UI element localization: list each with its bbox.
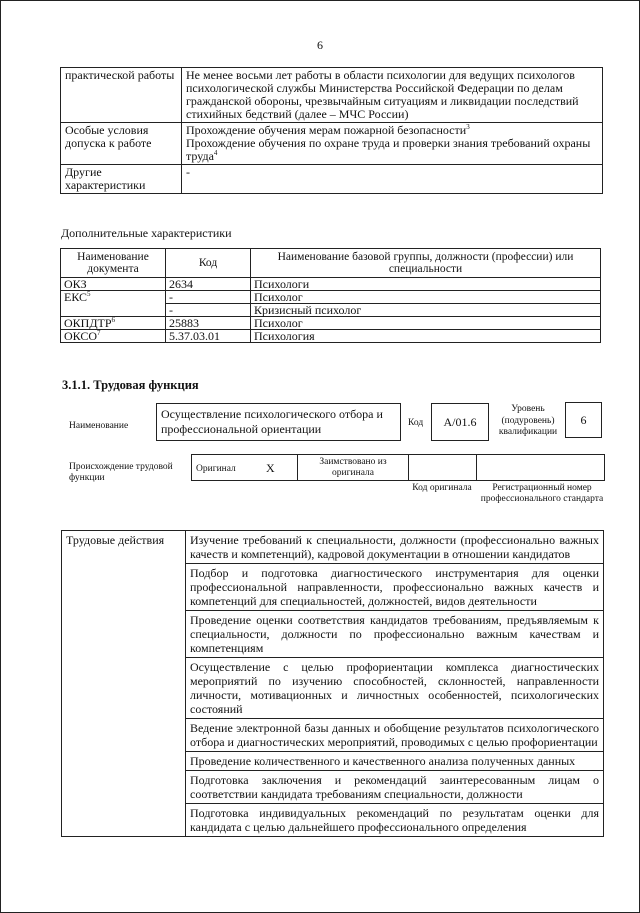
action-item: Подготовка заключения и рекомендаций заинтересованным лицам о соответствии кандидата требованиям специальности, должности: [186, 771, 604, 804]
divider: [476, 454, 477, 481]
action-item: Осуществление с целью профориентации комплекса диагностических мероприятий по изучению способностей, склонностей, направленности личности, мотивационных и личностных особенностей, психологических состояний: [186, 658, 604, 719]
code-cell: 2634: [166, 278, 251, 291]
table-row: [61, 68, 603, 123]
footnote-ref: 4: [213, 149, 218, 157]
code-cell: 5.37.03.01: [166, 330, 251, 343]
action-item: Проведение количественного и качественного анализа полученных данных: [186, 752, 604, 771]
divider: [408, 454, 409, 481]
row-label: Особые условия допуска к работе: [61, 123, 182, 165]
footnote-ref: 6: [111, 316, 116, 324]
name-cell: Кризисный психолог: [251, 304, 601, 317]
origin-label: Происхождение трудовой функции: [69, 462, 173, 483]
column-header: Код: [166, 249, 251, 278]
name-label: Наименование: [69, 421, 129, 431]
borrowed-label: Заимствовано из оригинала: [319, 457, 387, 478]
original-label: Оригинал: [196, 464, 236, 474]
table-row: [61, 291, 601, 304]
doc-cell: [61, 330, 166, 343]
column-header: Наименование базовой группы, должности (профессии) или специальности: [251, 249, 601, 278]
condition-text: Прохождение обучения по охране труда и проверки знания требований охраны труда: [186, 136, 591, 163]
labor-actions-table: [61, 530, 604, 837]
row-value: -: [182, 165, 603, 194]
table-row: [61, 330, 601, 343]
action-item: Проведение оценки соответствия кандидатов требованиям, предъявляемым к специальности, должности по профессионально важным качествам и компетенциям: [186, 611, 604, 658]
name-cell: Психолог: [251, 291, 601, 304]
original-mark: X: [266, 461, 275, 475]
doc-cell: ОКЗ: [61, 278, 166, 291]
code-cell: -: [166, 291, 251, 304]
function-name-box: Осуществление психологического отбора и профессиональной ориентации: [156, 403, 401, 441]
original-code-label: Код оригинала: [412, 483, 472, 493]
doc-label: ОКПДТР: [64, 316, 112, 330]
footnote-ref: 7: [97, 329, 101, 337]
level-label: Уровень (подуровень) квалификации: [498, 404, 558, 437]
table-row: [61, 123, 603, 165]
row-value: [182, 123, 603, 165]
labor-function-heading: 3.1.1. Трудовая функция: [62, 378, 199, 392]
footnote-ref: 3: [466, 123, 470, 131]
condition-text: Прохождение обучения мерам пожарной безопасности: [186, 123, 467, 137]
page-number: 6: [317, 38, 323, 52]
action-item: Ведение электронной базы данных и обобщение результатов психологического отбора и диагностических мероприятий, проводимых с целью профориентации: [186, 719, 604, 752]
level-box: 6: [565, 402, 602, 438]
action-item: Подбор и подготовка диагностического инструментария для оценки профессиональной направленности, профессионально важных качеств и компетенций для специальностей, должностей, видов деятельности: [186, 564, 604, 611]
code-cell: -: [166, 304, 251, 317]
footnote-ref: 5: [87, 290, 91, 298]
table-row: [61, 278, 601, 291]
table-row: [61, 165, 603, 194]
code-cell: 25883: [166, 317, 251, 330]
doc-cell: [61, 317, 166, 330]
function-code-box: A/01.6: [431, 403, 489, 441]
additional-heading: Дополнительные характеристики: [61, 226, 232, 240]
doc-cell: [61, 291, 166, 317]
action-item: Изучение требований к специальности, должности (профессионально важных качеств и компетенций), кадровой документации в отношении кандидатов: [186, 531, 604, 564]
doc-label: ЕКС: [64, 290, 88, 304]
actions-label: Трудовые действия: [62, 531, 186, 837]
table-row: [61, 317, 601, 330]
divider: [297, 454, 298, 481]
code-label: Код: [408, 418, 424, 428]
doc-label: ОКСО: [64, 329, 98, 343]
name-cell: Психологи: [251, 278, 601, 291]
name-cell: Психология: [251, 330, 601, 343]
name-cell: Психолог: [251, 317, 601, 330]
row-label: практической работы: [61, 68, 182, 123]
row-label: Другие характеристики: [61, 165, 182, 194]
table-row: [62, 531, 604, 564]
column-header: Наименование документа: [61, 249, 166, 278]
additional-table: [60, 248, 601, 343]
table-header-row: [61, 249, 601, 278]
reg-number-label: Регистрационный номер профессионального стандарта: [480, 483, 604, 504]
requirements-table: [60, 67, 603, 194]
row-value: Не менее восьми лет работы в области психологии для ведущих психологов психологической службы Министерства Российской Федерации по делам гражданской обороны, чрезвычайным ситуациям и ликвидации последствий стихийных бедствий (далее – МЧС России): [182, 68, 603, 123]
action-item: Подготовка индивидуальных рекомендаций по результатам оценки для кандидата с целью дальнейшего профессионального определения: [186, 804, 604, 837]
